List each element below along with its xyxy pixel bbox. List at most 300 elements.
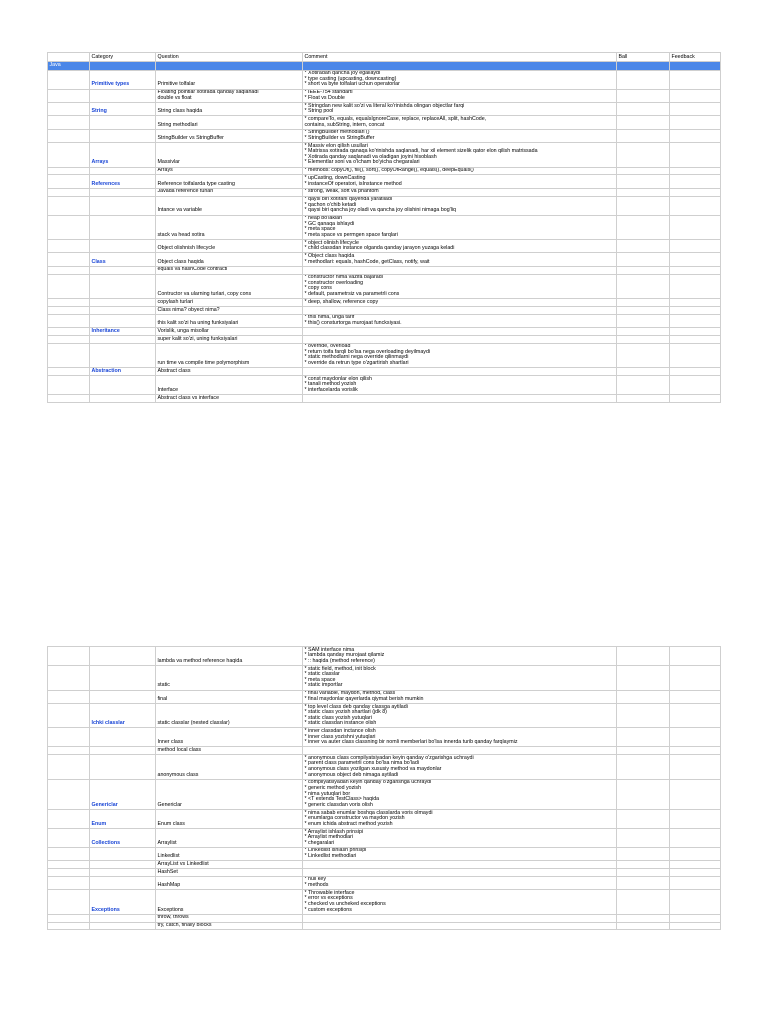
feedback-cell xyxy=(670,306,721,314)
question-row xyxy=(48,368,721,376)
category-cell xyxy=(90,876,156,889)
category-cell xyxy=(90,690,156,703)
row-blank-cell xyxy=(48,755,90,780)
comment-cell xyxy=(303,102,617,115)
feedback-cell xyxy=(670,869,721,877)
question-cell: Linkedlist xyxy=(156,847,303,860)
comment-line: * Stringdan new kalit so'zi va literal ko'rinishda olingan objectlar farqi xyxy=(304,102,465,109)
comment-line xyxy=(305,267,615,273)
row-blank-cell xyxy=(48,343,90,368)
feedback-cell xyxy=(670,188,721,196)
comment-line: * default, parametrsiz va parametrli cons xyxy=(304,291,400,297)
category-cell: Ichki classlar xyxy=(90,703,156,728)
question-row xyxy=(48,728,721,747)
ball-cell xyxy=(617,116,670,129)
ball-cell xyxy=(617,253,670,266)
feedback-cell xyxy=(670,116,721,129)
comment-line: * meta space xyxy=(304,226,336,233)
question-cell: Genericlar xyxy=(156,779,303,809)
comment-line: * Elementlar soni va o'lcham bo'yicha chegaralari xyxy=(304,159,420,166)
comment-line: * chegaralari xyxy=(304,839,335,846)
question-cell: Object olishnish lifecycle xyxy=(156,240,303,253)
question-cell: super kalit so'zi, uning funksiyalari xyxy=(156,335,303,343)
question-cell: HashMap xyxy=(156,876,303,889)
row-blank-cell xyxy=(48,253,90,266)
ball-cell xyxy=(617,266,670,274)
ball-cell xyxy=(617,299,670,307)
question-cell: Abstract class xyxy=(156,368,303,376)
feedback-cell xyxy=(670,703,721,728)
comment-line: * inner class yozishni yutuqlari xyxy=(304,733,376,740)
question-cell: Massivlar xyxy=(156,143,303,168)
question-cell: try, catch, finally blocks xyxy=(156,922,303,930)
comment-line: * Linkedlist methodlari xyxy=(304,853,357,860)
question-row xyxy=(48,215,721,240)
comment-cell xyxy=(303,665,617,690)
category-cell xyxy=(90,266,156,274)
ball-cell xyxy=(617,869,670,877)
row-blank-cell xyxy=(48,368,90,376)
comment-line: * strong, weak, soft va phantom xyxy=(304,188,379,195)
category-cell xyxy=(90,376,156,395)
comment-cell xyxy=(303,703,617,728)
comment-line: * static classdan instance olish xyxy=(304,720,377,727)
comment-line: * IEEE-754 standarti xyxy=(304,89,353,96)
feedback-cell xyxy=(670,914,721,922)
question-cell: String class haqida xyxy=(156,102,303,115)
header-cell-blank xyxy=(48,53,90,62)
comment-cell xyxy=(303,922,617,930)
category-cell: References xyxy=(90,175,156,188)
ball-cell xyxy=(617,167,670,175)
feedback-cell xyxy=(670,847,721,860)
comment-cell xyxy=(303,143,617,168)
comment-line: * Throwable interface xyxy=(304,889,355,896)
question-cell: Intance va variable xyxy=(156,196,303,215)
comment-line xyxy=(305,923,615,929)
category-cell: String xyxy=(90,102,156,115)
row-blank-cell xyxy=(48,647,90,666)
comment-line: * Arraylist methodlari xyxy=(304,834,354,841)
comment-line: * static importlar xyxy=(304,682,343,689)
comment-line: * tanali method yozish xyxy=(304,381,357,388)
question-cell: copylash turlari xyxy=(156,299,303,307)
feedback-cell xyxy=(670,274,721,299)
row-blank-cell xyxy=(48,328,90,336)
row-blank-cell xyxy=(48,861,90,869)
comment-cell xyxy=(303,809,617,828)
comment-line: * constructor overloading xyxy=(304,279,364,286)
comment-line: * final maydonlar qayerlarda qiymat berish mumkin xyxy=(304,695,424,702)
comment-line: * lambda qanday murojaat qilamiz xyxy=(304,652,385,659)
comment-line xyxy=(305,337,615,343)
question-row xyxy=(48,376,721,395)
comment-line xyxy=(305,329,615,335)
ball-cell xyxy=(617,306,670,314)
row-blank-cell xyxy=(48,728,90,747)
category-cell: Enum xyxy=(90,809,156,828)
ball-cell xyxy=(617,240,670,253)
question-cell: StringBuilder vs StringBuffer xyxy=(156,129,303,142)
comment-cell xyxy=(303,728,617,747)
comment-cell xyxy=(303,328,617,336)
category-cell xyxy=(90,861,156,869)
comment-line: * error vs exceptions xyxy=(304,895,353,902)
comment-cell xyxy=(303,89,617,102)
question-cell: Class nima? obyect nima? xyxy=(156,306,303,314)
category-cell xyxy=(90,395,156,403)
ball-cell xyxy=(617,143,670,168)
comment-line xyxy=(305,915,615,921)
comment-line: * deep, shallow, reference copy xyxy=(304,298,379,305)
ball-cell xyxy=(617,647,670,666)
ball-cell xyxy=(617,215,670,240)
question-cell: Contructor va ularning turlari, copy cons xyxy=(156,274,303,299)
question-row xyxy=(48,328,721,336)
comment-line: * StringBuilder vs StringBuffer xyxy=(304,134,375,141)
row-blank-cell xyxy=(48,809,90,828)
ball-cell xyxy=(617,779,670,809)
question-cell: Arrays xyxy=(156,167,303,175)
feedback-cell xyxy=(670,343,721,368)
question-row xyxy=(48,306,721,314)
comment-cell xyxy=(303,890,617,915)
comment-cell xyxy=(303,335,617,343)
comment-cell xyxy=(303,747,617,755)
row-blank-cell xyxy=(48,196,90,215)
row-blank-cell xyxy=(48,376,90,395)
feedback-cell xyxy=(670,890,721,915)
category-cell: Exceptions xyxy=(90,890,156,915)
comment-cell xyxy=(303,861,617,869)
comment-line: * Float vs Double xyxy=(304,94,345,101)
comment-cell xyxy=(303,755,617,780)
comment-cell xyxy=(303,847,617,860)
feedback-cell xyxy=(670,779,721,809)
row-blank-cell xyxy=(48,70,90,89)
category-cell xyxy=(90,335,156,343)
question-cell: Object class haqida xyxy=(156,253,303,266)
category-cell xyxy=(90,343,156,368)
comment-cell xyxy=(303,314,617,327)
comment-cell xyxy=(303,70,617,89)
category-cell xyxy=(90,167,156,175)
comment-line: * this() consturtorga murojaat funcksiyasi. xyxy=(304,319,402,326)
ball-cell xyxy=(617,368,670,376)
spreadsheet-page-2 xyxy=(47,646,721,930)
comment-line: * nima yutuqlari bor xyxy=(304,790,351,797)
comment-line: * Linkedlist ishlash prinsipi xyxy=(304,847,367,854)
question-row xyxy=(48,167,721,175)
feedback-cell xyxy=(670,755,721,780)
question-row xyxy=(48,861,721,869)
category-cell xyxy=(90,129,156,142)
feedback-cell xyxy=(670,175,721,188)
question-row xyxy=(48,102,721,115)
comment-line: * override, overload xyxy=(304,343,351,350)
comment-cell xyxy=(303,647,617,666)
comment-line: * compilyatsiyadan keyin qanday o'zgarishga uchraydi xyxy=(304,779,432,786)
question-cell: Arraylist xyxy=(156,828,303,847)
comment-line: * Arraylist ishlash prinsipi xyxy=(304,828,364,835)
ball-cell xyxy=(617,196,670,215)
question-row xyxy=(48,253,721,266)
row-blank-cell xyxy=(48,102,90,115)
category-cell xyxy=(90,922,156,930)
question-cell: final xyxy=(156,690,303,703)
ball-cell xyxy=(617,728,670,747)
ball-cell xyxy=(617,376,670,395)
comment-line: * instanceOf operatori, isInstance method xyxy=(304,180,402,187)
ball-cell xyxy=(617,861,670,869)
header-row xyxy=(48,53,721,62)
row-blank-cell xyxy=(48,240,90,253)
comment-line: * SAM interface nima xyxy=(304,646,355,653)
comment-line: * :: haqida (method reference) xyxy=(304,657,375,664)
row-blank-cell xyxy=(48,335,90,343)
category-cell xyxy=(90,728,156,747)
question-row xyxy=(48,175,721,188)
row-blank-cell xyxy=(48,129,90,142)
header-cell-feedback: Feedback xyxy=(670,53,721,62)
row-blank-cell xyxy=(48,215,90,240)
ball-cell xyxy=(617,890,670,915)
question-row xyxy=(48,314,721,327)
comment-line: * generic classdan voris olish xyxy=(304,801,373,808)
comment-cell xyxy=(303,240,617,253)
feedback-cell xyxy=(670,266,721,274)
feedback-cell xyxy=(670,196,721,215)
question-row xyxy=(48,747,721,755)
category-cell xyxy=(90,755,156,780)
category-cell xyxy=(90,747,156,755)
comment-cell xyxy=(303,306,617,314)
ball-cell xyxy=(617,747,670,755)
ball-cell xyxy=(617,755,670,780)
question-row xyxy=(48,665,721,690)
ball-cell xyxy=(617,335,670,343)
ball-cell xyxy=(617,690,670,703)
comment-cell xyxy=(303,299,617,307)
category-cell: Primitive types xyxy=(90,70,156,89)
comment-cell xyxy=(303,690,617,703)
ball-cell xyxy=(617,70,670,89)
question-row xyxy=(48,196,721,215)
feedback-cell xyxy=(670,690,721,703)
ball-cell xyxy=(617,809,670,828)
category-cell: Genericlar xyxy=(90,779,156,809)
category-cell xyxy=(90,240,156,253)
row-blank-cell xyxy=(48,266,90,274)
spreadsheet-page-1 xyxy=(47,52,721,403)
comment-line: contains, subString, intern, concat xyxy=(304,121,385,128)
ball-cell xyxy=(617,175,670,188)
comment-cell xyxy=(303,196,617,215)
comment-line: * const maydonlar elon qilish xyxy=(304,375,372,382)
ball-cell xyxy=(617,703,670,728)
row-blank-cell xyxy=(48,890,90,915)
row-blank-cell xyxy=(48,876,90,889)
question-row xyxy=(48,70,721,89)
feedback-cell xyxy=(670,102,721,115)
ball-cell xyxy=(617,89,670,102)
comment-line: * anonymous object deb nimaga aytiladi xyxy=(304,771,399,778)
comment-line: * copy cons xyxy=(304,285,332,292)
feedback-cell xyxy=(670,143,721,168)
comment-line xyxy=(305,308,615,314)
comment-line: * qaysi biri qancha joy oladi va qancha joy olishini nimaga bog'liq xyxy=(304,207,456,214)
comment-cell xyxy=(303,167,617,175)
comment-cell xyxy=(303,129,617,142)
question-row xyxy=(48,890,721,915)
comment-line: * anonymous class yozilgan xususiy method va maydonlar xyxy=(304,766,442,772)
row-blank-cell xyxy=(48,847,90,860)
comment-line: * top level class deb qanday classga aytiladi xyxy=(304,703,408,710)
row-blank-cell xyxy=(48,922,90,930)
question-cell: Inner class xyxy=(156,728,303,747)
question-row xyxy=(48,89,721,102)
comment-line xyxy=(305,396,615,402)
header-cell-category: Category xyxy=(90,53,156,62)
question-row xyxy=(48,116,721,129)
question-row xyxy=(48,828,721,847)
comment-cell xyxy=(303,395,617,403)
comment-line: * heap bo'laklari xyxy=(304,215,343,222)
comment-line: * meta space xyxy=(304,676,336,683)
question-cell: method local class xyxy=(156,747,303,755)
comment-line: * parent class parametrli cons bo'lsa nima bo'ladi xyxy=(304,760,419,767)
row-blank-cell xyxy=(48,665,90,690)
feedback-cell xyxy=(670,335,721,343)
comment-cell xyxy=(303,828,617,847)
category-cell xyxy=(90,188,156,196)
feedback-cell xyxy=(670,253,721,266)
ball-cell xyxy=(617,395,670,403)
comment-line: * final variable, maydon, method, class xyxy=(304,690,396,697)
row-blank-cell xyxy=(48,703,90,728)
question-row xyxy=(48,779,721,809)
row-blank-cell xyxy=(48,690,90,703)
feedback-cell xyxy=(670,89,721,102)
comment-line: * GC qanaqa ishlaydi xyxy=(304,220,355,227)
feedback-cell xyxy=(670,747,721,755)
ball-cell xyxy=(617,274,670,299)
category-cell: Abstraction xyxy=(90,368,156,376)
comment-cell xyxy=(303,914,617,922)
comment-line: * meta space vs permgen space farqlari xyxy=(304,231,398,238)
question-row xyxy=(48,240,721,253)
comment-line: * static class yozish shartlari (jdk 8) xyxy=(304,709,387,716)
header-cell-ball: Ball xyxy=(617,53,670,62)
feedback-cell xyxy=(670,215,721,240)
feedback-cell xyxy=(670,922,721,930)
category-cell xyxy=(90,299,156,307)
question-row xyxy=(48,299,721,307)
comment-line: * short va byte tolfalari uchun operatorlar xyxy=(304,81,400,88)
comment-line: * override da retrun type o'zgartirish shartlari xyxy=(304,360,409,367)
comment-line: * compareTo, equals, equalsIgnoreCase, replace, replaceAll, split, hashCode, xyxy=(304,115,487,122)
comment-line: * enumlarga constructor va maydon yozish xyxy=(304,815,405,822)
row-blank-cell xyxy=(48,306,90,314)
comment-line: * upCasting, downCasting xyxy=(304,175,366,181)
comment-line: * constructor nima vazifa bajaradi xyxy=(304,274,383,281)
question-cell: anonymous class xyxy=(156,755,303,780)
comment-line: * child classdan instance olganda qanday jarayon yuzaga keladi xyxy=(304,245,455,252)
category-cell: Class xyxy=(90,253,156,266)
question-cell: lambda va method reference haqida xyxy=(156,647,303,666)
question-row xyxy=(48,129,721,142)
comment-line: * Matrissa xotirada qanaqa ko'rinishda saqlanadi, har xil element sizelik qator elon qilish matrissada xyxy=(304,148,538,155)
question-row xyxy=(48,266,721,274)
comment-line: * custom exceptions xyxy=(304,906,352,913)
category-cell xyxy=(90,314,156,327)
row-blank-cell xyxy=(48,188,90,196)
feedback-cell xyxy=(670,395,721,403)
feedback-cell xyxy=(670,728,721,747)
comment-line: * Massiv elon qilish usullari xyxy=(304,142,368,149)
comment-line: * Xotirada qanday saqlanadi va oladigan joyini hisoblash xyxy=(304,153,437,160)
feedback-cell xyxy=(670,129,721,142)
category-cell xyxy=(90,196,156,215)
comment-line xyxy=(305,870,615,876)
question-cell: this kalit so'zi ha uning funksiyalari xyxy=(156,314,303,327)
comment-line: * anonymous class compilyatsiyadan keyin qanday o'zgarishga uchraydi xyxy=(304,754,474,761)
comment-line: * generic method yozish xyxy=(304,784,362,791)
comment-line: * this nima, unga tarif xyxy=(304,314,355,321)
row-blank-cell xyxy=(48,747,90,755)
category-cell xyxy=(90,869,156,877)
comment-cell xyxy=(303,869,617,877)
question-row xyxy=(48,809,721,828)
comment-line: * checked vs uncheked exceptions xyxy=(304,900,386,907)
comment-line: * <T extends TestClass> haqida xyxy=(304,796,380,803)
comment-cell xyxy=(303,253,617,266)
comment-line: * Object class haqida xyxy=(304,253,355,260)
feedback-cell xyxy=(670,299,721,307)
question-cell: equals va hashCode contracti xyxy=(156,266,303,274)
category-cell xyxy=(90,914,156,922)
feedback-cell xyxy=(670,665,721,690)
row-blank-cell xyxy=(48,395,90,403)
question-row xyxy=(48,914,721,922)
comment-line: * static methodlarni nega override qilinmaydi xyxy=(304,354,409,361)
comment-cell xyxy=(303,376,617,395)
category-cell xyxy=(90,215,156,240)
feedback-cell xyxy=(670,70,721,89)
ball-cell xyxy=(617,328,670,336)
row-blank-cell xyxy=(48,116,90,129)
header-cell-comment: Comment xyxy=(303,53,617,62)
question-cell: stack va head xotira xyxy=(156,215,303,240)
comment-line: * static class yozish yutuqlari xyxy=(304,714,372,721)
row-blank-cell xyxy=(48,167,90,175)
comment-cell xyxy=(303,175,617,188)
comment-line: * methods xyxy=(304,882,329,888)
header-cell-question: Question xyxy=(156,53,303,62)
category-cell xyxy=(90,647,156,666)
comment-cell xyxy=(303,876,617,889)
category-cell xyxy=(90,116,156,129)
ball-cell xyxy=(617,188,670,196)
row-blank-cell xyxy=(48,143,90,168)
question-cell: Javada reference turlari xyxy=(156,188,303,196)
feedback-cell xyxy=(670,167,721,175)
row-blank-cell xyxy=(48,89,90,102)
row-blank-cell xyxy=(48,779,90,809)
feedback-cell xyxy=(670,876,721,889)
question-cell: static classlar (nested classlar) xyxy=(156,703,303,728)
comment-line: * nima sabab enumlar boshqa classlarda voris olmaydi xyxy=(304,809,433,816)
